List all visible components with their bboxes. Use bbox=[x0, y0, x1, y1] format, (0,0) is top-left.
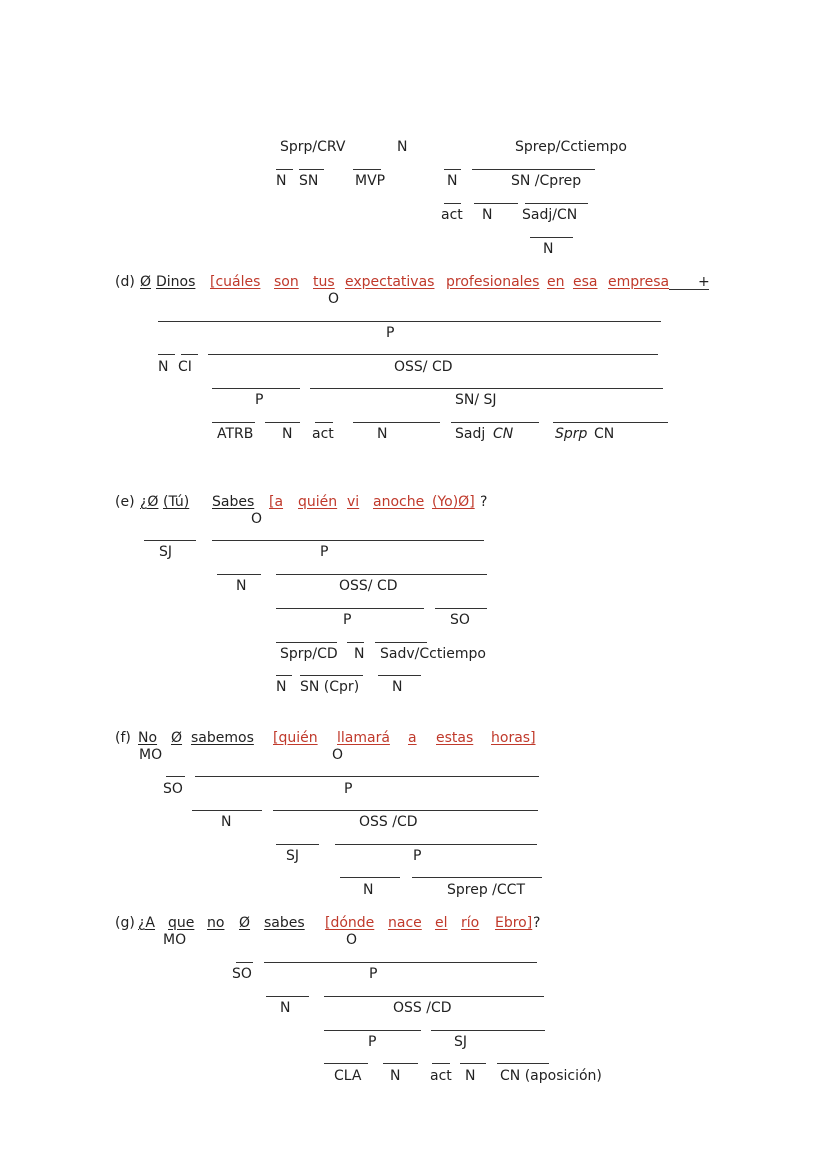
word: esa bbox=[573, 274, 598, 290]
bracket-line bbox=[353, 169, 381, 170]
word: Dinos bbox=[156, 274, 196, 290]
bracket-line bbox=[236, 962, 253, 963]
label-n: N bbox=[377, 426, 388, 442]
word: nace bbox=[388, 915, 422, 931]
label-so: SO bbox=[450, 612, 470, 628]
bracket-line bbox=[266, 996, 309, 997]
label-n: N bbox=[392, 679, 403, 695]
word: (Yo)Ø] bbox=[432, 494, 475, 510]
bracket-line bbox=[166, 776, 185, 777]
bracket-line bbox=[444, 203, 461, 204]
label-so: SO bbox=[163, 781, 183, 797]
word: Ebro] bbox=[495, 915, 533, 931]
label-cn-aposicion: CN (aposición) bbox=[500, 1068, 602, 1084]
label-atrb: ATRB bbox=[217, 426, 254, 442]
bracket-line bbox=[310, 388, 663, 389]
sentence-label: (f) bbox=[115, 730, 131, 746]
label-act: act bbox=[312, 426, 334, 442]
word: empresa bbox=[608, 274, 670, 290]
word: Sabes bbox=[212, 494, 255, 510]
label-n: N bbox=[363, 882, 374, 898]
bracket-line bbox=[181, 354, 198, 355]
label-sadv-cctiempo: Sadv/Cctiempo bbox=[380, 646, 486, 662]
label-n: N bbox=[390, 1068, 401, 1084]
label-n: N bbox=[236, 578, 247, 594]
label-sprp-crv: Sprp/CRV bbox=[280, 139, 346, 155]
label-cla: CLA bbox=[334, 1068, 362, 1084]
label-p: P bbox=[386, 325, 395, 341]
sentence-label: (e) bbox=[115, 494, 135, 510]
bracket-line bbox=[340, 877, 400, 878]
label-n: N bbox=[482, 207, 493, 223]
word: ¿Ø bbox=[140, 494, 159, 510]
bracket-line bbox=[273, 810, 538, 811]
bracket-line bbox=[192, 810, 262, 811]
label-n: N bbox=[221, 814, 232, 830]
label-act: act bbox=[441, 207, 463, 223]
label-sadj: Sadj bbox=[455, 426, 486, 442]
word: [quién bbox=[273, 730, 318, 746]
label-n: N bbox=[397, 139, 408, 155]
label-p: P bbox=[255, 392, 264, 408]
bracket-line bbox=[553, 422, 668, 423]
bracket-line bbox=[335, 844, 537, 845]
word: expectativas bbox=[345, 274, 435, 290]
word: que bbox=[168, 915, 195, 931]
label-mo: MO bbox=[139, 747, 163, 763]
bracket-line bbox=[435, 608, 487, 609]
word: ¿A bbox=[138, 915, 156, 931]
label-oss-cd: OSS/ CD bbox=[339, 578, 398, 594]
label-sn: SN bbox=[299, 173, 319, 189]
bracket-line bbox=[265, 422, 300, 423]
label-mo: MO bbox=[163, 932, 187, 948]
word: anoche bbox=[373, 494, 425, 510]
word: [a bbox=[269, 494, 284, 510]
word: no bbox=[207, 915, 225, 931]
label-sj: SJ bbox=[159, 544, 173, 560]
label-mvp: MVP bbox=[355, 173, 386, 189]
bracket-line bbox=[276, 642, 337, 643]
label-cn: CN bbox=[594, 426, 615, 442]
word: Ø bbox=[171, 730, 183, 746]
word: son bbox=[274, 274, 299, 290]
bracket-line bbox=[353, 422, 440, 423]
word: ? bbox=[533, 915, 541, 931]
bracket-line bbox=[144, 540, 196, 541]
bracket-line bbox=[299, 169, 324, 170]
word: el bbox=[435, 915, 448, 931]
label-sn-sj: SN/ SJ bbox=[455, 392, 497, 408]
label-p: P bbox=[369, 966, 378, 982]
label-n: N bbox=[158, 359, 169, 375]
bracket-line bbox=[300, 675, 363, 676]
bracket-line bbox=[324, 1030, 421, 1031]
word: vi bbox=[347, 494, 360, 510]
label-oss-cd: OSS/ CD bbox=[394, 359, 453, 375]
word: quién bbox=[298, 494, 338, 510]
bracket-line bbox=[276, 574, 487, 575]
bracket-line bbox=[525, 203, 588, 204]
bracket-line bbox=[412, 877, 542, 878]
label-sadj-cn: Sadj/CN bbox=[522, 207, 578, 223]
word: a bbox=[408, 730, 417, 746]
bracket-line bbox=[264, 962, 537, 963]
bracket-line bbox=[431, 1030, 545, 1031]
word: Ø bbox=[140, 274, 152, 290]
label-sj: SJ bbox=[286, 848, 300, 864]
label-p: P bbox=[344, 781, 353, 797]
bracket-line bbox=[212, 540, 484, 541]
bracket-line bbox=[347, 642, 364, 643]
label-n: N bbox=[280, 1000, 291, 1016]
bracket-line bbox=[276, 608, 424, 609]
word: sabes bbox=[264, 915, 305, 931]
label-sprp-cd: Sprp/CD bbox=[280, 646, 338, 662]
bracket-line bbox=[158, 354, 175, 355]
label-act: act bbox=[430, 1068, 452, 1084]
bracket-line bbox=[530, 237, 573, 238]
bracket-line bbox=[276, 675, 292, 676]
word: Ø bbox=[239, 915, 251, 931]
label-sprep-cct: Sprep /CCT bbox=[447, 882, 525, 898]
bracket-line bbox=[315, 422, 333, 423]
bracket-line bbox=[472, 169, 595, 170]
label-n: N bbox=[543, 241, 554, 257]
label-n: N bbox=[276, 679, 287, 695]
bracket-line bbox=[217, 574, 261, 575]
bracket-line bbox=[378, 675, 421, 676]
label-p: P bbox=[343, 612, 352, 628]
label-o: O bbox=[328, 291, 340, 307]
bracket-line bbox=[324, 1063, 368, 1064]
label-so: SO bbox=[232, 966, 252, 982]
label-p: P bbox=[320, 544, 329, 560]
label-n: N bbox=[276, 173, 287, 189]
sentence-label: (d) bbox=[115, 274, 135, 290]
label-sn-cpr: SN (Cpr) bbox=[300, 679, 360, 695]
bracket-line bbox=[212, 388, 300, 389]
label-sprp: Sprp bbox=[555, 426, 588, 442]
bracket-line bbox=[383, 1063, 418, 1064]
label-sprep-cctiempo: Sprep/Cctiempo bbox=[515, 139, 627, 155]
label-n: N bbox=[354, 646, 365, 662]
bracket-line bbox=[474, 203, 518, 204]
word: estas bbox=[436, 730, 474, 746]
word: llamará bbox=[337, 730, 390, 746]
bracket-line bbox=[158, 321, 661, 322]
sentence-label: (g) bbox=[115, 915, 135, 931]
label-p: P bbox=[368, 1034, 377, 1050]
word: horas] bbox=[491, 730, 536, 746]
word: [dónde bbox=[325, 915, 375, 931]
label-o: O bbox=[346, 932, 358, 948]
bracket-line bbox=[195, 776, 539, 777]
bracket-line bbox=[432, 1063, 450, 1064]
label-n: N bbox=[447, 173, 458, 189]
label-n: N bbox=[282, 426, 293, 442]
bracket-line bbox=[324, 996, 544, 997]
word: + bbox=[698, 274, 710, 290]
label-oss-cd: OSS /CD bbox=[393, 1000, 452, 1016]
word: sabemos bbox=[191, 730, 254, 746]
bracket-line bbox=[276, 169, 293, 170]
label-n: N bbox=[465, 1068, 476, 1084]
bracket-line bbox=[375, 642, 427, 643]
word: (Tú) bbox=[163, 494, 190, 510]
label-p: P bbox=[413, 848, 422, 864]
word: tus bbox=[313, 274, 335, 290]
word: [cuáles bbox=[210, 274, 261, 290]
bracket-line bbox=[276, 844, 319, 845]
bracket-line bbox=[444, 169, 461, 170]
label-oss-cd: OSS /CD bbox=[359, 814, 418, 830]
word: profesionales bbox=[446, 274, 540, 290]
word: en bbox=[547, 274, 565, 290]
bracket-line bbox=[497, 1063, 549, 1064]
label-o: O bbox=[332, 747, 344, 763]
bracket-line bbox=[208, 354, 658, 355]
bracket-line bbox=[451, 422, 539, 423]
label-cn: CN bbox=[493, 426, 514, 442]
bracket-line bbox=[212, 422, 255, 423]
label-sj: SJ bbox=[454, 1034, 468, 1050]
bracket-line bbox=[460, 1063, 486, 1064]
label-sn-cprep: SN /Cprep bbox=[511, 173, 582, 189]
label-o: O bbox=[251, 511, 263, 527]
word: río bbox=[461, 915, 480, 931]
word: ? bbox=[480, 494, 488, 510]
word: No bbox=[138, 730, 158, 746]
label-ci: CI bbox=[178, 359, 192, 375]
